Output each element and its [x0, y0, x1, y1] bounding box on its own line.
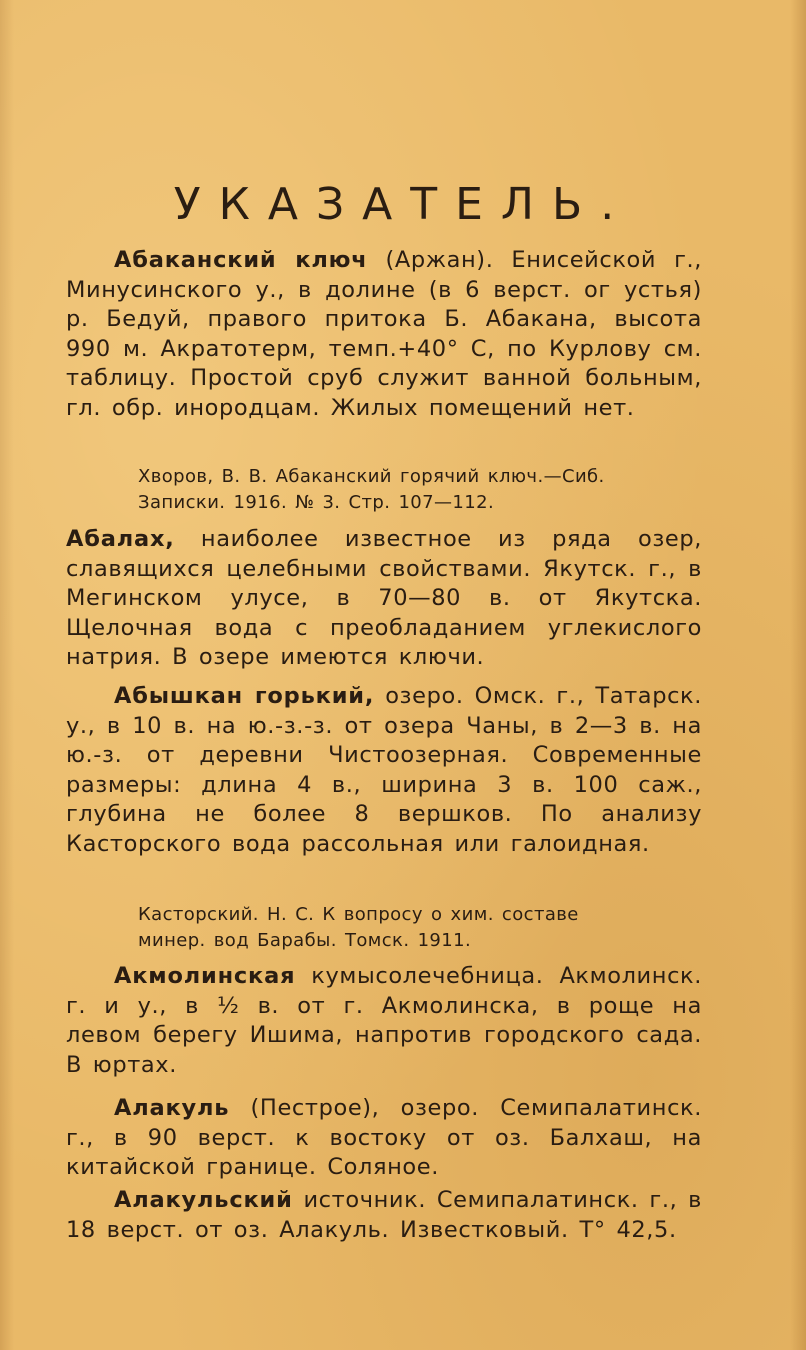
reference-line: Записки. 1916. № 3. Стр. 107—112. [138, 492, 495, 513]
entry-text: озеро. Омск. г., Татарск. у., в 10 в. на ю.-з.-з. от озера Чаны, в 2—3 в. на ю.-з. от деревни Чистоозерная. Современные размеры: длина 4 в., ширина 3 в. 100 саж., глубина не более 8 вершков. По анализу Касторского вода рассольная или галоидная. [66, 683, 702, 857]
entry-heading: Абалах, [66, 526, 175, 552]
reference-line: минер. вод Барабы. Томск. 1911. [138, 930, 472, 951]
index-entry [66, 962, 702, 1080]
entry-text: наиболее известное из ряда озер, славящихся целебными свойствами. Якутск. г., в Мегинском улусе, в 70—80 в. от Якутска. Щелочная вода с преобладанием углекислого натрия. В озере имеются ключи. [66, 526, 702, 670]
entry-text: (Пестрое), озеро. Семипалатинск. г., в 90 верст. к востоку от оз. Балхаш, на китайской границе. Соляное. [66, 1095, 702, 1180]
entry-heading: Абаканский ключ [114, 247, 368, 273]
index-entry [66, 246, 702, 423]
entry-heading: Акмолинская [114, 963, 296, 989]
reference [138, 464, 704, 516]
reference-line: Касторский. Н. С. К вопросу о хим. составе [138, 904, 579, 925]
index-entry [66, 1186, 702, 1245]
entry-text: (Аржан). Енисейской г., Минусинского у., в долине (в 6 верст. ог устья) р. Бедуй, правого притока Б. Абакана, высота 990 м. Акратотерм, темп.+40° С, по Курлову см. таблицу. Простой сруб служит ванной больным, гл. обр. инородцам. Жилых помещений нет. [66, 247, 702, 421]
entry-text: источник. Семипалатинск. г., в 18 верст. от оз. Алакуль. Известковый. Т° 42,5. [66, 1187, 702, 1243]
index-entry [66, 682, 702, 859]
page-title: УКАЗАТЕЛЬ. [173, 179, 633, 230]
reference [138, 902, 704, 954]
entry-heading: Абышкан горький, [114, 683, 375, 709]
entry-heading: Алакульский [114, 1187, 293, 1213]
entry-text: кумысолечебница. Акмолинск. г. и у., в ½ в. от г. Акмолинска, в роще на левом берегу Ишима, напротив городского сада. В юртах. [66, 963, 702, 1078]
index-entry [66, 1094, 702, 1183]
entry-heading: Алакуль [114, 1095, 230, 1121]
index-entry [66, 525, 702, 673]
reference-line: Хворов, В. В. Абаканский горячий ключ.—Сиб. [138, 466, 605, 487]
